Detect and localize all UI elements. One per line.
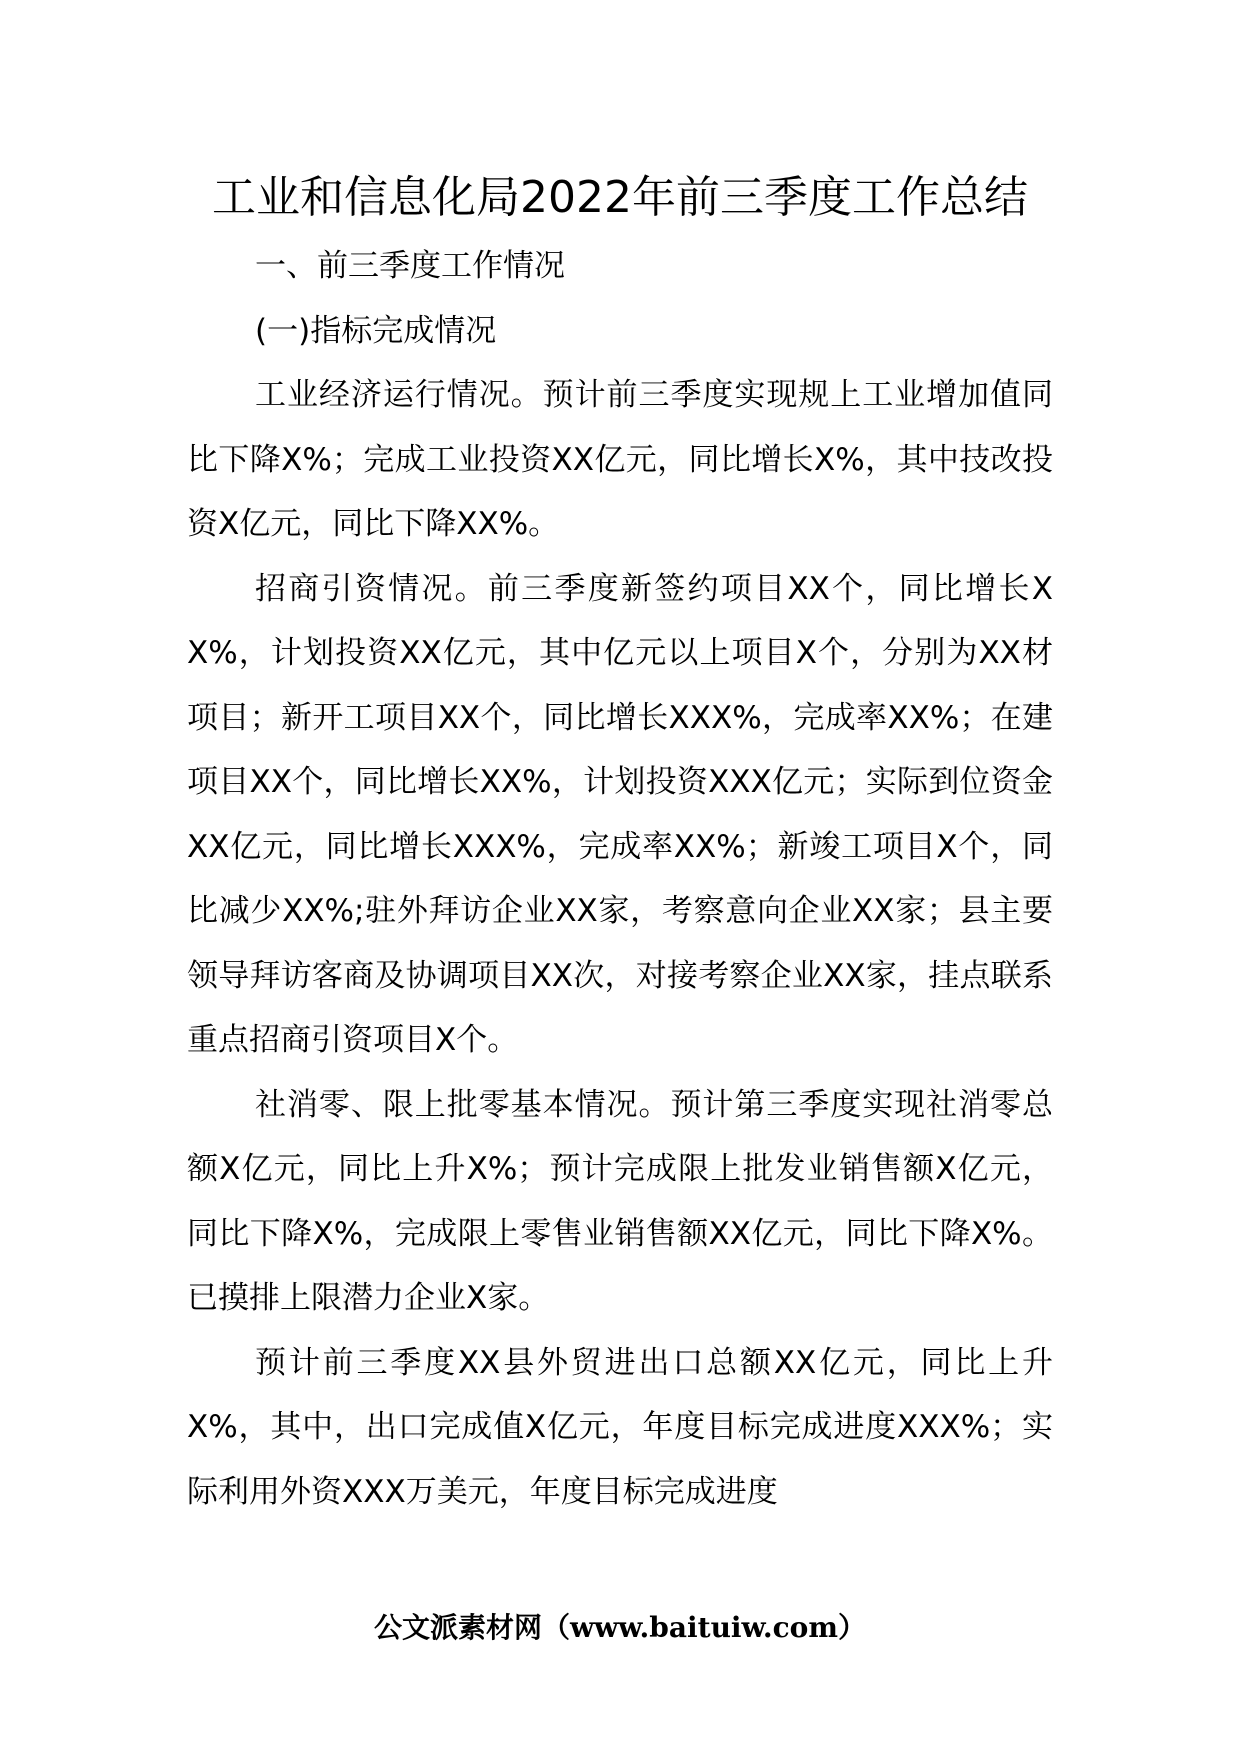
document-title: 工业和信息化局2022年前三季度工作总结 — [212, 172, 1028, 223]
paragraph-retail-sales: 社消零、限上批零基本情况。预计第三季度实现社消零总额X亿元，同比上升X%；预计完成限上批发业销售额X亿元，同比下降X%，完成限上零售业销售额XX亿元，同比下降X%。已摸排上限潜力企业X家。 — [187, 1086, 1053, 1316]
paragraph-foreign-trade: 预计前三季度XX县外贸进出口总额XX亿元，同比上升X%，其中，出口完成值X亿元，年度目标完成进度XXX%；实际利用外资XXX万美元，年度目标完成进度 — [187, 1344, 1053, 1510]
paragraph-investment-promotion: 招商引资情况。前三季度新签约项目XX个，同比增长XX%，计划投资XX亿元，其中亿元以上项目X个，分别为XX材项目；新开工项目XX个，同比增长XXX%，完成率XX%；在建项目XX个，同比增长XX%，计划投资XXX亿元；实际到位资金XX亿元，同比增长XXX%，完成率XX%；新竣工项目X个，同比减少XX%;驻外拜访企业XX家，考察意向企业XX家；县主要领导拜访客商及协调项目XX次，对接考察企业XX家，挂点联系重点招商引资项目X个。 — [187, 570, 1053, 1058]
paragraph-industrial-economy: 工业经济运行情况。预计前三季度实现规上工业增加值同比下降X%；完成工业投资XX亿元，同比增长X%，其中技改投资X亿元，同比下降XX%。 — [187, 377, 1053, 542]
document-body — [187, 234, 1053, 1524]
footer-watermark: 公文派素材网（www.baituiw.com） — [374, 1611, 866, 1644]
section-heading-1: 一、前三季度工作情况 — [255, 248, 565, 284]
subsection-heading-1: (一)指标完成情况 — [255, 312, 497, 349]
